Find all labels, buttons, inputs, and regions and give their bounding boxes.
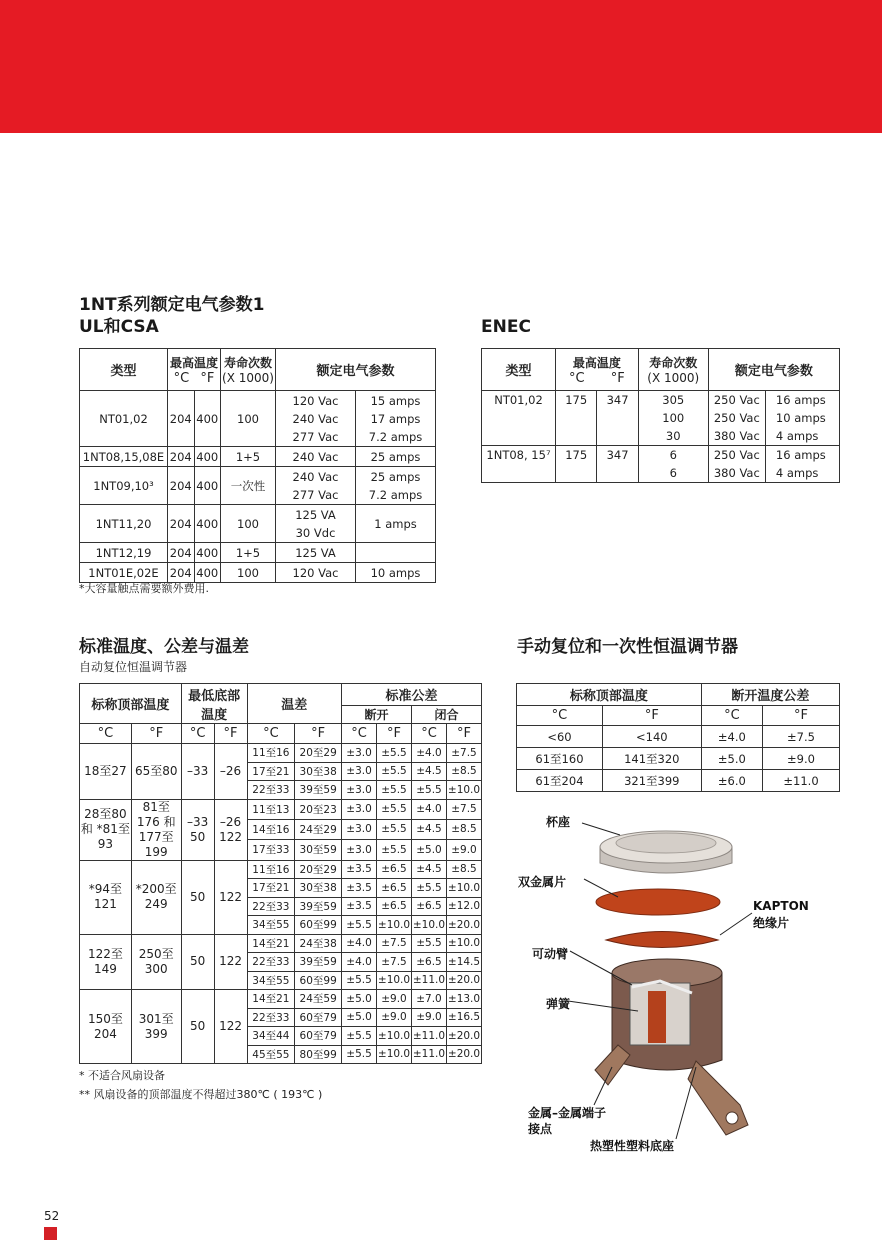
enec-head-type: 类型 — [482, 349, 556, 391]
ul-head-type: 类型 — [80, 349, 168, 391]
std-subtitle: 自动复位恒温调节器 — [79, 660, 188, 674]
top-red-band — [0, 0, 882, 133]
std-head-minbase: 最低底部温度 — [181, 684, 247, 724]
label-bimetal: 双金属片 — [518, 875, 567, 889]
std-row: 150至 204 301至 399 50 122 14至21 24至59 ±5.0 ±9.0 ±7.0 ±13.0 — [80, 990, 482, 1009]
label-contact-2: 接点 — [528, 1122, 553, 1136]
ul-row: 1NT11,20 204 400 100 125 VA 30 Vdc 1 amps — [80, 505, 436, 543]
manual-row: 61至160 141至320 ±5.0 ±9.0 — [517, 748, 840, 770]
std-row: 17至21 30至38 ±3.0 ±5.5 ±4.5 ±8.5 — [80, 762, 482, 781]
std-row: 18至27 65至80 –33 –26 11至16 20至29 ±3.0 ±5.5 ±4.0 ±7.5 — [80, 744, 482, 763]
std-title: 标准温度、公差与温差 — [79, 637, 249, 657]
std-row: 17至21 30至38 ±3.5 ±6.5 ±5.5 ±10.0 — [80, 879, 482, 898]
ul-row: 1NT12,19 204 400 1+5 125 VA — [80, 543, 436, 563]
label-contact: 金属–金属端子 — [528, 1106, 607, 1120]
manual-tolerance-table — [516, 683, 840, 792]
enec-row: 1NT08, 15⁷ 175 347 6 6 250 Vac 380 Vac 16 amps 4 amps — [482, 446, 840, 483]
ul-subtitle: UL和CSA — [79, 317, 159, 337]
enec-title: ENEC — [481, 317, 531, 337]
ul-title: 1NT系列额定电气参数1 — [79, 295, 265, 315]
enec-head-rating: 额定电气参数 — [708, 349, 839, 391]
std-row: 22至33 39至59 ±3.0 ±5.5 ±5.5 ±10.0 — [80, 781, 482, 800]
enec-head-maxtemp: 最高温度 °C °F — [556, 349, 639, 391]
std-row: 45至55 80至99 ±5.5 ±10.0 ±11.0 ±20.0 — [80, 1045, 482, 1064]
std-row: 17至33 30至59 ±3.0 ±5.5 ±5.0 ±9.0 — [80, 840, 482, 860]
std-head-open: 断开 — [342, 706, 412, 724]
std-tolerance-table — [79, 683, 482, 1064]
ul-row: NT01,02 204 400 100 120 Vac 240 Vac 277 Vac 15 amps 17 amps 7.2 amps — [80, 391, 436, 447]
enec-row: NT01,02 175 347 305 100 30 250 Vac 250 Vac 380 Vac 16 amps 10 amps 4 amps — [482, 391, 840, 446]
std-row: 34至55 60至99 ±5.5 ±10.0 ±10.0 ±20.0 — [80, 916, 482, 935]
std-row: 34至44 60至79 ±5.5 ±10.0 ±11.0 ±20.0 — [80, 1027, 482, 1046]
ul-row: 1NT01E,02E 204 400 100 120 Vac 10 amps — [80, 563, 436, 583]
manual-head-nominal: 标称顶部温度 — [517, 684, 702, 706]
std-row: *94至 121 *200至 249 50 122 11至16 20至29 ±3.5 ±6.5 ±4.5 ±8.5 — [80, 860, 482, 879]
label-arm: 可动臂 — [532, 947, 569, 961]
manual-row: <60 <140 ±4.0 ±7.5 — [517, 726, 840, 748]
ul-note: *大容量触点需要额外费用. — [79, 582, 209, 595]
std-unit-row: °C °F °C °F °C °F °C °F °C °F — [80, 724, 482, 744]
manual-row: 61至204 321至399 ±6.0 ±11.0 — [517, 770, 840, 792]
std-note-2: ** 风扇设备的顶部温度不得超过380℃ ( 193℃ ) — [79, 1088, 323, 1101]
label-kapton: KAPTON — [753, 899, 809, 913]
enec-head-life: 寿命次数 (X 1000) — [638, 349, 708, 391]
std-head-diff: 温差 — [247, 684, 342, 724]
footer-square — [44, 1227, 57, 1240]
ul-head-life: 寿命次数 (X 1000) — [221, 349, 276, 391]
std-row: 22至33 60至79 ±5.0 ±9.0 ±9.0 ±16.5 — [80, 1008, 482, 1027]
ul-head-rating: 额定电气参数 — [276, 349, 436, 391]
std-head-close: 闭合 — [411, 706, 481, 724]
label-cup: 杯座 — [546, 815, 571, 829]
ul-rating-table — [79, 348, 436, 583]
std-row: 28至80 和 *81至93 81至176 和 177至199 –33 50 –26 122 11至13 20至23 ±3.0 ±5.5 ±4.0 ±7.5 — [80, 799, 482, 819]
std-row: 34至55 60至99 ±5.5 ±10.0 ±11.0 ±20.0 — [80, 971, 482, 990]
std-row: 14至16 24至29 ±3.0 ±5.5 ±4.5 ±8.5 — [80, 819, 482, 839]
manual-head-tol: 断开温度公差 — [701, 684, 839, 706]
std-row: 22至33 39至59 ±4.0 ±7.5 ±6.5 ±14.5 — [80, 953, 482, 972]
ul-row: 1NT08,15,08E 204 400 1+5 240 Vac 25 amps — [80, 447, 436, 467]
kapton-insulator — [606, 932, 718, 948]
thermostat-exploded-diagram — [520, 805, 840, 1150]
label-spring: 弹簧 — [546, 997, 571, 1011]
cup-part — [600, 831, 732, 873]
base-housing — [595, 959, 748, 1135]
std-head-tol: 标准公差 — [342, 684, 482, 706]
manual-title: 手动复位和一次性恒温调节器 — [517, 637, 738, 657]
page-number: 52 — [44, 1209, 60, 1223]
std-row: 122至 149 250至 300 50 122 14至21 24至38 ±4.0 ±7.5 ±5.5 ±10.0 — [80, 934, 482, 953]
std-head-nominal: 标称顶部温度 — [80, 684, 182, 724]
label-base: 热塑性塑料底座 — [590, 1139, 675, 1153]
enec-rating-table — [481, 348, 840, 483]
ul-row: 1NT09,10³ 204 400 一次性 240 Vac 277 Vac 25 amps 7.2 amps — [80, 467, 436, 505]
ul-head-maxtemp: 最高温度 °C °F — [168, 349, 221, 391]
bimetal-disc — [596, 889, 720, 915]
manual-unit-row: °C °F °C °F — [517, 706, 840, 726]
std-row: 22至33 39至59 ±3.5 ±6.5 ±6.5 ±12.0 — [80, 897, 482, 916]
label-insulator: 绝缘片 — [753, 916, 790, 930]
std-note-1: * 不适合风扇设备 — [79, 1069, 165, 1082]
